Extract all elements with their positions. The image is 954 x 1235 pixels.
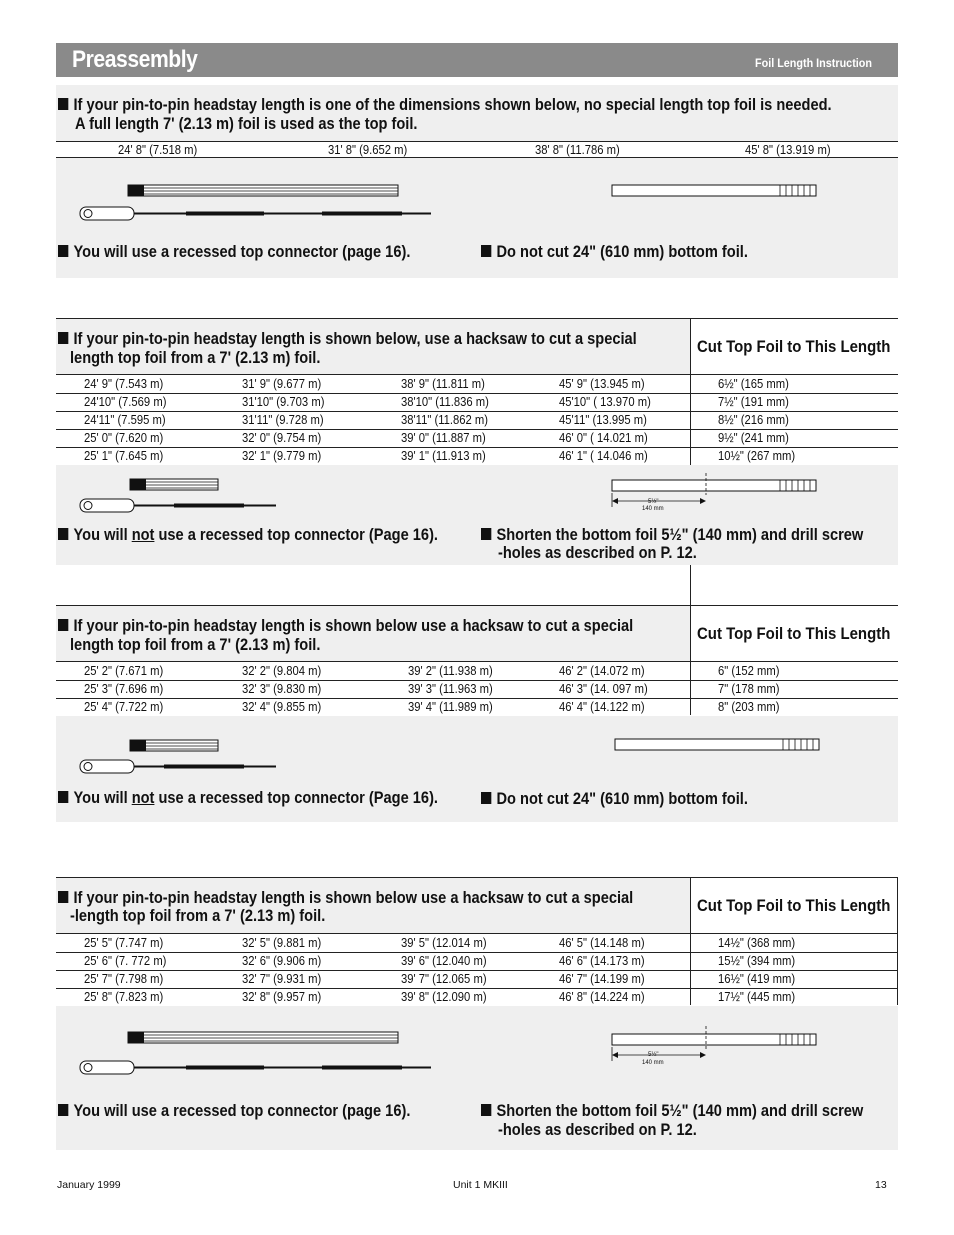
section4-note-right: Shorten the bottom foil 5½" (140 mm) and drill screw <box>481 1101 863 1120</box>
dim-cell: 39' 1" (11.913 m) <box>401 449 486 463</box>
footer-date: January 1999 <box>57 1179 121 1191</box>
cut-length-cell: 16½" (419 mm) <box>718 972 796 986</box>
dim-cell: 45' 8" (13.919 m) <box>745 143 831 157</box>
cut-length-cell: 17½" (445 mm) <box>718 990 796 1004</box>
toggle-connector-icon <box>80 499 276 512</box>
row-divider <box>56 411 898 412</box>
dim-cell: 32' 2" (9.804 m) <box>242 664 322 678</box>
dim-cell: 46' 7" (14.199 m) <box>559 972 645 986</box>
dim-cell: 25' 4" (7.722 m) <box>84 700 164 714</box>
row-divider <box>56 988 898 989</box>
section3-note-left: You will not use a recessed top connector (Page 16). <box>58 788 438 807</box>
dim-cell: 46' 2" (14.072 m) <box>559 664 645 678</box>
dim-cell: 39' 6" (12.040 m) <box>401 954 487 968</box>
dim-cell: 31' 9" (9.677 m) <box>242 377 322 391</box>
dim-cell: 31'10" (9.703 m) <box>242 395 325 409</box>
bullet-square-icon <box>481 245 491 257</box>
dim-cell: 32' 0" (9.754 m) <box>242 431 322 445</box>
toggle-connector-icon <box>80 760 276 773</box>
cut-length-cell: 14½" (368 mm) <box>718 936 796 950</box>
dim-cell: 46' 4" (14.122 m) <box>559 700 645 714</box>
bullet-square-icon <box>58 528 68 540</box>
row-divider <box>56 447 898 448</box>
section2-note-right: Shorten the bottom foil 5½" (140 mm) and drill screw <box>481 525 863 544</box>
dim-cell: 32' 1" (9.779 m) <box>242 449 322 463</box>
section3-intro-line2: length top foil from a 7' (2.13 m) foil. <box>70 635 321 654</box>
bullet-square-icon <box>58 332 68 344</box>
dim-cell: 25' 1" (7.645 m) <box>84 449 164 463</box>
dim-cell: 32' 8" (9.957 m) <box>242 990 322 1004</box>
dim-label-inch: 5½" <box>648 499 659 505</box>
section1-note-left: You will use a recessed top connector (page 16). <box>58 242 410 261</box>
page-header <box>56 43 898 77</box>
row-divider <box>56 952 898 953</box>
divider <box>56 933 898 934</box>
page-title: Preassembly <box>72 46 198 73</box>
top-foil-icon <box>130 479 218 490</box>
bullet-square-icon <box>58 619 68 631</box>
section4-intro: If your pin-to-pin headstay length is shown below use a hacksaw to cut a special <box>58 888 633 907</box>
dim-cell: 45' 9" (13.945 m) <box>559 377 645 391</box>
section2-diagram-box <box>56 465 898 565</box>
dim-cell: 25' 6" (7. 772 m) <box>84 954 167 968</box>
toggle-connector-icon <box>80 1061 431 1074</box>
dim-cell: 39' 0" (11.887 m) <box>401 431 486 445</box>
dim-cell: 39' 5" (12.014 m) <box>401 936 487 950</box>
dim-cell: 24' 9" (7.543 m) <box>84 377 164 391</box>
dim-label-inch: 5½" <box>648 1052 659 1058</box>
cut-length-cell: 6½" (165 mm) <box>718 377 789 391</box>
top-foil-icon <box>130 740 218 751</box>
section3-note-right: Do not cut 24" (610 mm) bottom foil. <box>481 789 748 808</box>
dim-cell: 25' 0" (7.620 m) <box>84 431 164 445</box>
section1-intro <box>58 95 832 114</box>
bullet-square-icon <box>481 792 491 804</box>
dim-cell: 31'11" (9.728 m) <box>242 413 324 427</box>
dim-cell: 39' 8" (12.090 m) <box>401 990 487 1004</box>
dim-cell: 46' 3" (14. 097 m) <box>559 682 648 696</box>
dim-cell: 25' 2" (7.671 m) <box>84 664 164 678</box>
section4-note-left: You will use a recessed top connector (page 16). <box>58 1101 410 1120</box>
dim-cell: 39' 3" (11.963 m) <box>408 682 493 696</box>
dim-cell: 25' 7" (7.798 m) <box>84 972 164 986</box>
dim-cell: 38'11" (11.862 m) <box>401 413 489 427</box>
section2-cut-header: Cut Top Foil to This Length <box>697 337 891 356</box>
cut-length-cell: 8" (203 mm) <box>718 700 780 714</box>
dim-cell: 25' 5" (7.747 m) <box>84 936 164 950</box>
row-divider <box>56 698 898 699</box>
dim-cell: 24' 8" (7.518 m) <box>118 143 198 157</box>
dim-cell: 46' 6" (14.173 m) <box>559 954 645 968</box>
cut-length-cell: 8½" (216 mm) <box>718 413 789 427</box>
section2-note-left: You will not use a recessed top connector (Page 16). <box>58 525 438 544</box>
page-subtitle: Foil Length Instruction <box>755 56 872 70</box>
cut-length-cell: 6" (152 mm) <box>718 664 780 678</box>
dim-cell: 38' 9" (11.811 m) <box>401 377 485 391</box>
row-divider <box>56 393 898 394</box>
dim-label-mm: 140 mm <box>642 506 664 512</box>
section2-intro-line2: length top foil from a 7' (2.13 m) foil. <box>70 348 321 367</box>
dim-cell: 39' 4" (11.989 m) <box>408 700 493 714</box>
dim-cell: 31' 8" (9.652 m) <box>328 143 408 157</box>
footer-page-number: 13 <box>875 1179 887 1191</box>
divider <box>56 141 898 142</box>
bottom-foil-icon <box>615 739 819 750</box>
dim-cell: 46' 1" ( 14.046 m) <box>559 449 648 463</box>
section1-intro-line2: A full length 7' (2.13 m) foil is used as the top foil. <box>75 114 418 133</box>
dim-cell: 38'10" (11.836 m) <box>401 395 489 409</box>
dim-cell: 25' 8" (7.823 m) <box>84 990 164 1004</box>
bullet-square-icon <box>58 891 68 903</box>
section2-intro: If your pin-to-pin headstay length is shown below, use a hacksaw to cut a special <box>58 329 637 348</box>
bullet-square-icon <box>58 791 68 803</box>
row-divider <box>56 970 898 971</box>
section4-diagram-box <box>56 1006 898 1150</box>
section4-note-right-line2: -holes as described on P. 12. <box>498 1120 697 1139</box>
dim-cell: 45'10" ( 13.970 m) <box>559 395 651 409</box>
cut-length-cell: 9½" (241 mm) <box>718 431 789 445</box>
section3-cut-header: Cut Top Foil to This Length <box>697 624 891 643</box>
section2-diagram <box>56 465 898 565</box>
bullet-square-icon <box>481 528 491 540</box>
cut-length-cell: 10½" (267 mm) <box>718 449 796 463</box>
dim-cell: 32' 4" (9.855 m) <box>242 700 322 714</box>
bottom-foil-icon <box>612 473 816 507</box>
dim-cell: 39' 2" (11.938 m) <box>408 664 493 678</box>
dim-cell: 24'11" (7.595 m) <box>84 413 166 427</box>
bullet-square-icon <box>481 1104 491 1116</box>
row-divider <box>56 680 898 681</box>
dim-cell: 46' 5" (14.148 m) <box>559 936 645 950</box>
section3-intro: If your pin-to-pin headstay length is shown below use a hacksaw to cut a special <box>58 616 633 635</box>
dim-label-mm: 140 mm <box>642 1060 664 1066</box>
column-divider <box>690 878 691 1005</box>
row-divider <box>56 429 898 430</box>
dim-cell: 24'10" (7.569 m) <box>84 395 167 409</box>
section1-note-right: Do not cut 24" (610 mm) bottom foil. <box>481 242 748 261</box>
cut-length-cell: 15½" (394 mm) <box>718 954 796 968</box>
dim-cell: 25' 3" (7.696 m) <box>84 682 164 696</box>
cut-length-cell: 7½" (191 mm) <box>718 395 789 409</box>
dim-cell: 32' 5" (9.881 m) <box>242 936 322 950</box>
cut-length-cell: 7" (178 mm) <box>718 682 780 696</box>
bottom-foil-icon <box>612 185 816 196</box>
dim-cell: 32' 7" (9.931 m) <box>242 972 322 986</box>
top-foil-icon <box>128 1032 398 1043</box>
bullet-square-icon <box>58 1104 68 1116</box>
bullet-square-icon <box>58 98 68 110</box>
bullet-square-icon <box>58 245 68 257</box>
dim-cell: 32' 3" (9.830 m) <box>242 682 322 696</box>
section2-note-right-line2: -holes as described on P. 12. <box>498 543 697 562</box>
column-divider <box>897 878 898 1005</box>
dim-cell: 38' 8" (11.786 m) <box>535 143 620 157</box>
footer-unit: Unit 1 MKIII <box>453 1179 508 1191</box>
divider <box>56 661 898 662</box>
dim-cell: 45'11" (13.995 m) <box>559 413 647 427</box>
section1-intro-line1: If your pin-to-pin headstay length is one of the dimensions shown below, no special length top foil is needed. <box>73 95 832 114</box>
divider <box>56 374 898 375</box>
dim-cell: 46' 0" ( 14.021 m) <box>559 431 648 445</box>
section4-diagram <box>56 1006 898 1150</box>
toggle-connector-icon <box>80 207 431 220</box>
top-foil-icon <box>128 185 398 196</box>
section4-cut-header: Cut Top Foil to This Length <box>697 896 891 915</box>
dim-cell: 39' 7" (12.065 m) <box>401 972 487 986</box>
dim-cell: 46' 8" (14.224 m) <box>559 990 645 1004</box>
section4-intro-line2: -length top foil from a 7' (2.13 m) foil. <box>70 906 326 925</box>
bottom-foil-icon <box>612 1026 816 1061</box>
dim-cell: 32' 6" (9.906 m) <box>242 954 322 968</box>
